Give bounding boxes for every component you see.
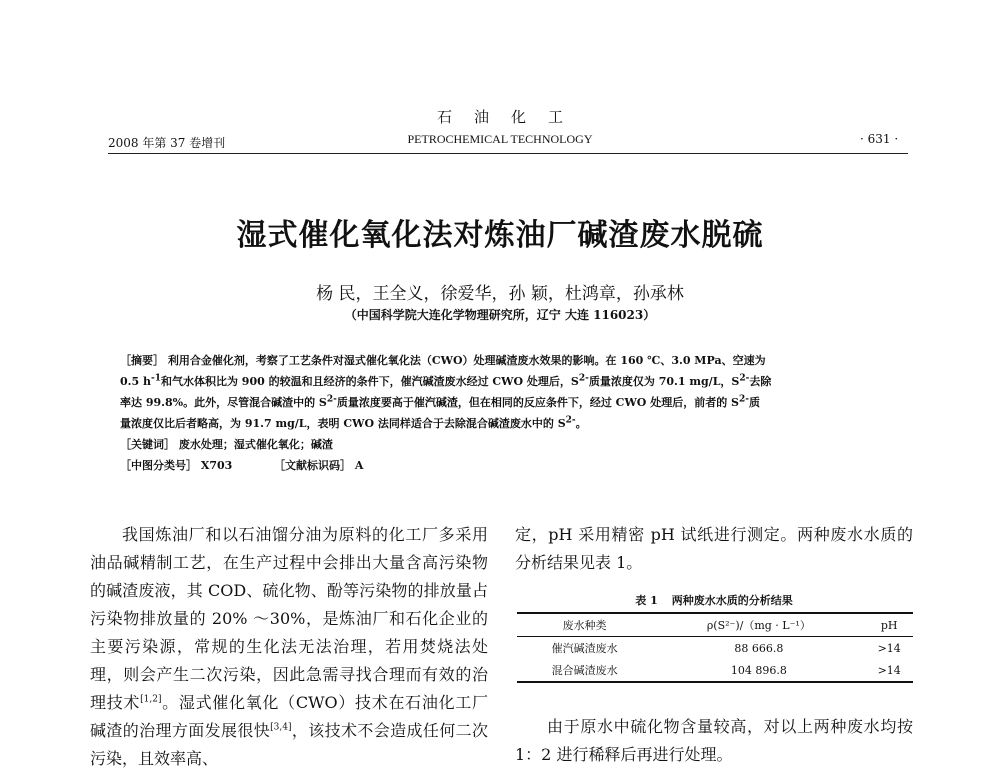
- body-right-column: [515, 521, 913, 577]
- citation[interactable]: [1,2]: [140, 694, 162, 705]
- table-header-cell: ρ(S²⁻)/（mg · L⁻¹）: [706, 619, 811, 632]
- table-row: [517, 659, 913, 682]
- body-paragraph: 定，pH 采用精密 pH 试纸进行测定。两种废水水质的分析结果见表 1。: [515, 525, 913, 572]
- journal-name-cn: 石油化工: [436, 108, 585, 126]
- table-title: 两种废水水质的分析结果: [671, 594, 793, 607]
- table-header-row: [517, 613, 913, 637]
- table-row: [517, 637, 913, 660]
- keywords-label: ［关键词］: [120, 438, 175, 451]
- abstract-line: 0.5 $h^{-1}$和气水体积比为 900 的较温和且经济的条件下，催汽碱渣废水经过 CWO 处理后，$S^{2-}$质量浓度仅为 70.1 mg/L，$S^{2-}$去除: [120, 373, 772, 388]
- table-header-cell: pH: [880, 618, 898, 632]
- table-caption: [515, 592, 913, 608]
- abstract-line: 量浓度仅比后者略高，为 91.7 mg/L，表明 CWO 法同样适合于去除混合碱渣废水中的 $S^{2-}$。: [120, 415, 587, 430]
- keywords: [120, 434, 895, 455]
- body-left-column: [90, 521, 488, 773]
- table-cell: >14: [877, 663, 901, 677]
- body-paragraph: 我国炼油厂和以石油馏分油为原料的化工厂多采用油品碱精制工艺，在生产过程中会排出大量含高污染物的碱渣废液，其 COD、硫化物、酚等污染物的排放量占污染物排放量的 20% ～30%，是炼油厂和石化企业的主要污染源，常规的生化法无法治理，若用焚烧法处理，则会产生二次污染，因此急需寻找合理而有效的治理技术[1,2]。湿式催化氧化（CWO）技术在石油化工厂碱渣的治理方面发展很快[3,4]，该技术不会造成任何二次污染，且效率高、: [90, 525, 488, 768]
- table-cell: 104 896.8: [730, 663, 787, 677]
- abstract-line: 率达 99.8%。此外，尽管混合碱渣中的 $S^{2-}$质量浓度要高于催汽碱渣，但在相同的反应条件下，经过 CWO 处理后，前者的 $S^{2-}$质: [120, 394, 760, 409]
- table-cell: 催汽碱渣废水: [551, 642, 618, 655]
- clc-label: ［中图分类号］: [120, 459, 197, 472]
- table-cell: 88 666.8: [734, 641, 784, 655]
- journal-issue: 2008 年第 37 卷增刊: [108, 136, 226, 150]
- clc-value: X703: [200, 459, 233, 472]
- author-list: 杨 民，王全义，徐爱华，孙 颖，杜鸿章，孙承林: [316, 284, 684, 304]
- abstract-line: ［摘要］ 利用合金催化剂，考察了工艺条件对湿式催化氧化法（CWO）处理碱渣废水效果的影响。在 160 ℃、3.0 MPa、空速为: [120, 354, 766, 367]
- header-rule: [108, 153, 908, 154]
- journal-name-en: PETROCHEMICAL TECHNOLOGY: [407, 132, 593, 146]
- table-cell: >14: [877, 641, 901, 655]
- paper-title: 湿式催化氧化法对炼油厂碱渣废水脱硫: [236, 218, 764, 253]
- doc-code-label: ［文献标识码］: [274, 459, 352, 472]
- classification: [120, 455, 895, 476]
- doc-code-value: A: [354, 459, 364, 472]
- table-cell: 混合碱渣废水: [551, 664, 618, 677]
- citation[interactable]: [3,4]: [270, 722, 292, 733]
- page-number: · 631 ·: [860, 132, 899, 146]
- abstract: [120, 350, 895, 476]
- table-header-cell: 废水种类: [562, 619, 607, 632]
- water-quality-table: [517, 612, 913, 683]
- body-right-column-continued: [515, 713, 913, 769]
- abstract-label: ［摘要］: [120, 354, 164, 367]
- keywords-text: 废水处理；湿式催化氧化；碱渣: [178, 438, 333, 451]
- table-number: 表 1: [635, 594, 658, 607]
- body-paragraph: 由于原水中硫化物含量较高，对以上两种废水均按 1：2 进行稀释后再进行处理。: [515, 717, 913, 764]
- affiliation: （中国科学院大连化学物理研究所，辽宁 大连 116023）: [344, 308, 656, 322]
